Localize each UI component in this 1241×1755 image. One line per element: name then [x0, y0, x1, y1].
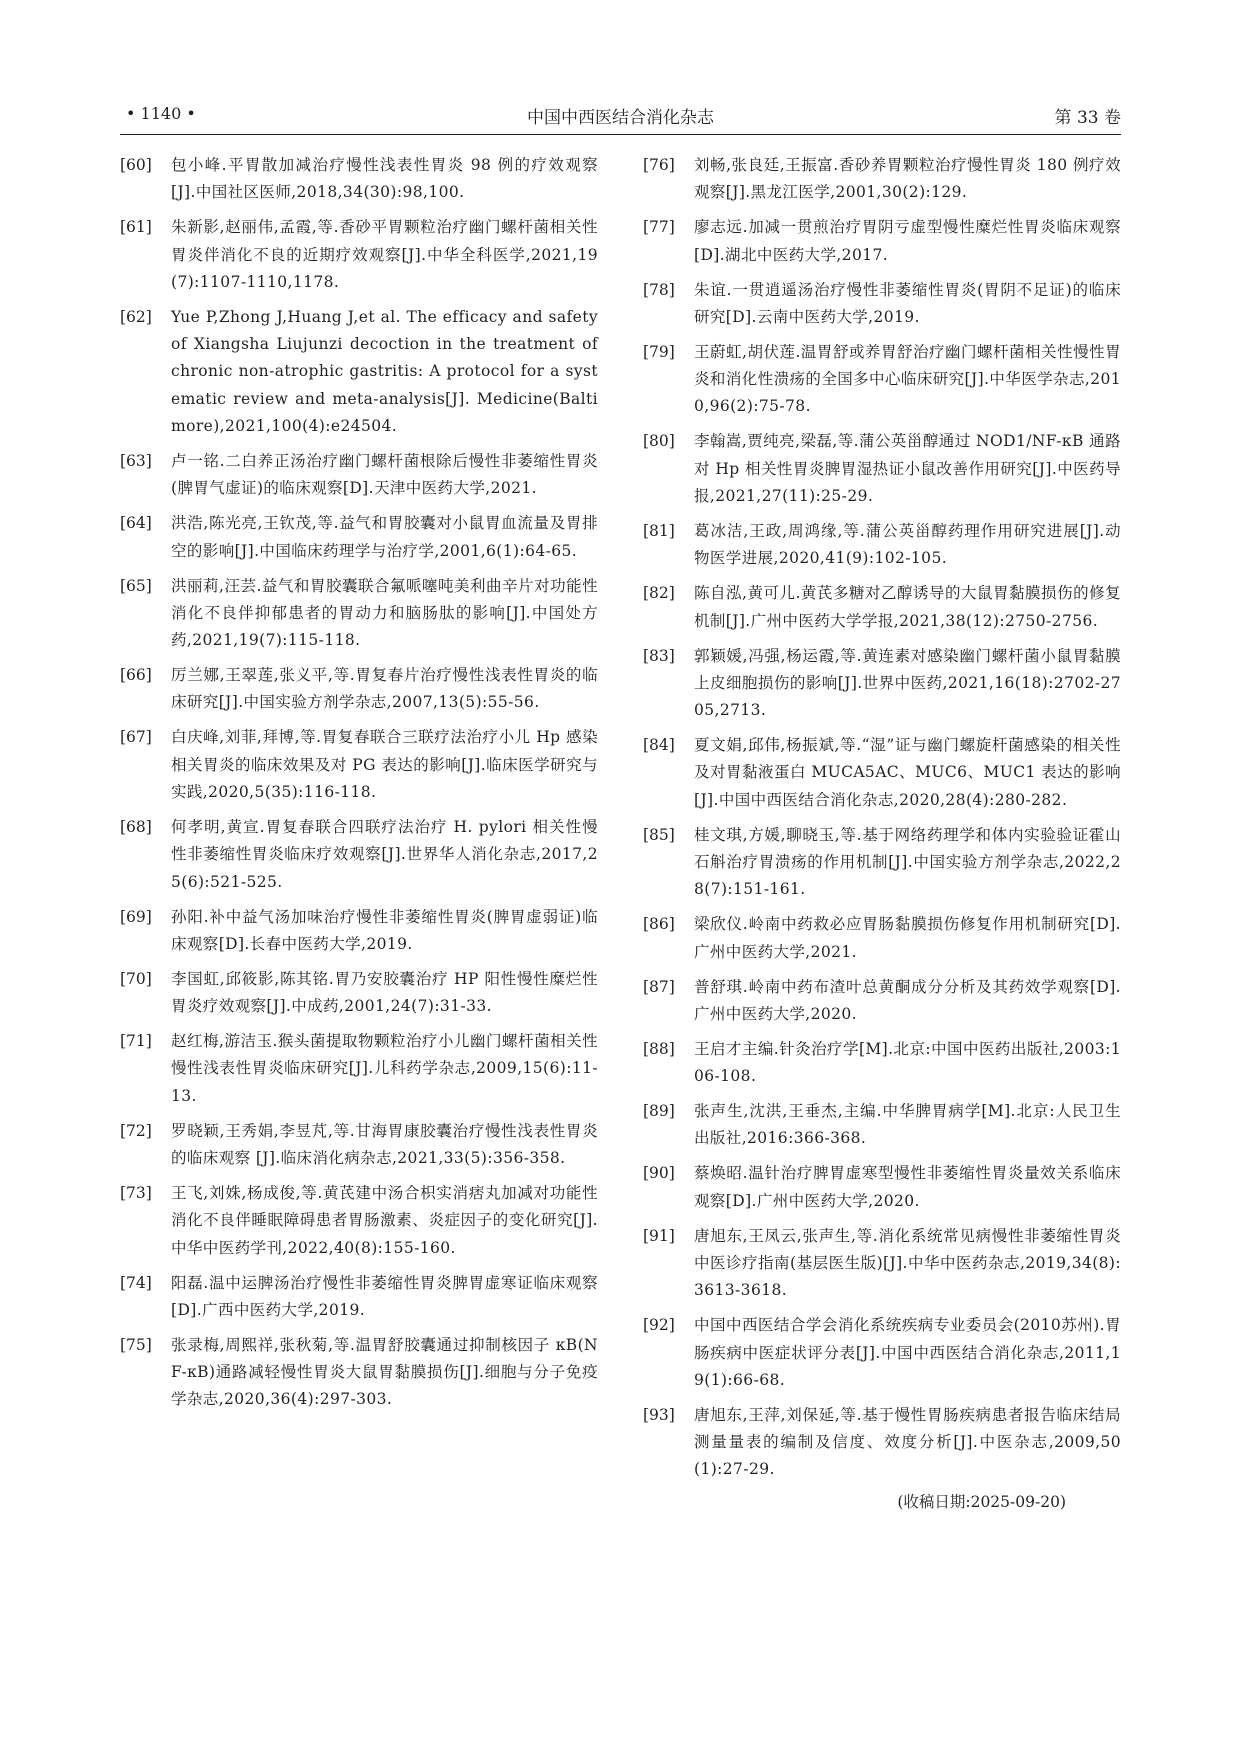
reference-number: [78]: [643, 280, 675, 299]
reference-number: [91]: [643, 1226, 675, 1245]
reference-item: [120, 662, 598, 717]
reference-number: [88]: [643, 1039, 675, 1058]
reference-text: 张声生,沈洪,王垂杰,主编.中华脾胃病学[M].北京:人民卫生出版社,2016:366-368.: [694, 1102, 1121, 1148]
reference-number: [86]: [643, 915, 675, 934]
reference-number: [82]: [643, 584, 675, 603]
journal-title: 中国中西医结合消化杂志: [527, 108, 714, 128]
reference-text: 陈自泓,黄可儿.黄芪多糖对乙醇诱导的大鼠胃黏膜损伤的修复机制[J].广州中医药大学学报,2021,38(12):2750-2756.: [694, 584, 1121, 630]
reference-text: 普舒琪.岭南中药布渣叶总黄酮成分分析及其药效学观察[D].广州中医药大学,2020.: [694, 977, 1121, 1023]
reference-item: [120, 510, 598, 565]
reference-item: [120, 214, 598, 296]
reference-item: [643, 428, 1121, 510]
reference-number: [73]: [120, 1184, 152, 1203]
reference-number: [77]: [643, 218, 675, 237]
reference-item: [120, 152, 598, 207]
reference-item: [643, 643, 1121, 725]
reference-number: [80]: [643, 432, 675, 451]
reference-item: [120, 904, 598, 959]
reference-item: [643, 1402, 1121, 1484]
reference-text: 李国虹,邱筱影,陈其铭.胃乃安胶囊治疗 HP 阳性慢性糜烂性胃炎疗效观察[J].中成药,2001,24(7):31-33.: [171, 969, 598, 1016]
reference-item: [643, 1098, 1121, 1153]
reference-number: [87]: [643, 977, 675, 996]
reference-number: [66]: [120, 666, 152, 685]
reference-item: [643, 1312, 1121, 1394]
reference-item: [643, 277, 1121, 332]
reference-item: [120, 1270, 598, 1325]
reference-text: 王启才主编.针灸治疗学[M].北京:中国中医药出版社,2003:106-108.: [694, 1039, 1121, 1086]
reference-text: 廖志远.加减一贯煎治疗胃阴亏虚型慢性糜烂性胃炎临床观察[D].湖北中医药大学,2017.: [694, 218, 1121, 264]
reference-text: 葛冰洁,王政,周鸿缘,等.蒲公英甾醇药理作用研究进展[J].动物医学进展,2020,41(9):102-105.: [694, 522, 1121, 568]
reference-item: [643, 1223, 1121, 1305]
reference-item: [643, 974, 1121, 1029]
reference-item: [120, 1180, 598, 1262]
reference-item: [120, 1118, 598, 1173]
reference-text: 中国中西医结合学会消化系统疾病专业委员会(2010苏州).胃肠疾病中医症状评分表[J].中国中西医结合消化杂志,2011,19(1):66-68.: [694, 1316, 1121, 1389]
reference-item: [120, 1028, 598, 1110]
reference-item: [120, 304, 598, 440]
reference-item: [643, 152, 1121, 207]
running-header: [120, 100, 1121, 135]
reference-text: 罗晓颖,王秀娟,李昱芃,等.甘海胃康胶囊治疗慢性浅表性胃炎的临床观察 [J].临床消化病杂志,2021,33(5):356-358.: [171, 1121, 598, 1168]
reference-number: [61]: [120, 218, 152, 237]
reference-text: Yue P,Zhong J,Huang J,et al. The efficacy and safety of Xiangsha Liujunzi decoction in the treatment of chronic non-atrophic gastritis: A protocol for a systematic review and meta-analysis[J]. Medicine(Baltimore),2021,100(4):e24504.: [171, 307, 598, 436]
reference-text: 张录梅,周熙祥,张秋菊,等.温胃舒胶囊通过抑制核因子 κB(NF-κB)通路减轻慢性胃炎大鼠胃黏膜损伤[J].细胞与分子免疫学杂志,2020,36(4):297-303.: [171, 1335, 598, 1409]
reference-text: 洪丽莉,汪芸.益气和胃胶囊联合氟哌噻吨美利曲辛片对功能性消化不良伴抑郁患者的胃动力和脑肠肽的影响[J].中国处方药,2021,19(7):115-118.: [171, 576, 598, 650]
reference-item: [120, 966, 598, 1021]
reference-number: [89]: [643, 1102, 675, 1121]
reference-text: 朱谊.一贯逍遥汤治疗慢性非萎缩性胃炎(胃阴不足证)的临床研究[D].云南中医药大学,2019.: [694, 280, 1121, 326]
reference-number: [85]: [643, 825, 675, 844]
reference-text: 赵红梅,游洁玉.猴头菌提取物颗粒治疗小儿幽门螺杆菌相关性慢性浅表性胃炎临床研究[J].儿科药学杂志,2009,15(6):11-13.: [171, 1032, 598, 1105]
reference-text: 梁欣仪.岭南中药救必应胃肠黏膜损伤修复作用机制研究[D].广州中医药大学,2021.: [694, 915, 1121, 961]
reference-number: [68]: [120, 818, 152, 837]
reference-number: [75]: [120, 1335, 152, 1354]
reference-item: [643, 822, 1121, 904]
reference-text: 孙阳.补中益气汤加味治疗慢性非萎缩性胃炎(脾胃虚弱证)临床观察[D].长春中医药大学,2019.: [171, 907, 598, 953]
volume-label: 第 33 卷: [1054, 108, 1121, 128]
reference-text: 唐旭东,王萍,刘保延,等.基于慢性胃肠疾病患者报告临床结局测量量表的编制及信度、效度分析[J].中医杂志,2009,50(1):27-29.: [694, 1405, 1121, 1479]
reference-item: [643, 911, 1121, 966]
reference-number: [83]: [643, 646, 675, 665]
reference-item: [643, 732, 1121, 814]
reference-text: 唐旭东,王凤云,张声生,等.消化系统常见病慢性非萎缩性胃炎中医诊疗指南(基层医生版)[J].中华中医药杂志,2019,34(8):3613-3618.: [694, 1226, 1121, 1300]
reference-item: [643, 518, 1121, 573]
reference-text: 包小峰.平胃散加减治疗慢性浅表性胃炎 98 例的疗效观察[J].中国社区医师,2018,34(30):98,100.: [171, 156, 598, 202]
reference-text: 厉兰娜,王翠莲,张义平,等.胃复春片治疗慢性浅表性胃炎的临床研究[J].中国实验方剂学杂志,2007,13(5):55-56.: [171, 666, 598, 712]
reference-text: 洪浩,陈光亮,王钦茂,等.益气和胃胶囊对小鼠胃血流量及胃排空的影响[J].中国临床药理学与治疗学,2001,6(1):64-65.: [171, 514, 598, 560]
reference-number: [64]: [120, 514, 152, 533]
reference-text: 王飞,刘姝,杨成俊,等.黄芪建中汤合枳实消痞丸加减对功能性消化不良伴睡眠障碍患者胃肠激素、炎症因子的变化研究[J].中华中医药学刊,2022,40(8):155-160.: [171, 1184, 598, 1257]
reference-number: [65]: [120, 576, 152, 595]
reference-number: [71]: [120, 1032, 152, 1051]
reference-text: 何孝明,黄宣.胃复春联合四联疗法治疗 H. pylori 相关性慢性非萎缩性胃炎临床疗效观察[J].世界华人消化杂志,2017,25(6):521-525.: [171, 818, 598, 891]
reference-item: [120, 1332, 598, 1414]
reference-number: [93]: [643, 1405, 675, 1424]
reference-text: 阳磊.温中运脾汤治疗慢性非萎缩性胃炎脾胃虚寒证临床观察[D].广西中医药大学,2019.: [171, 1273, 598, 1319]
reference-text: 刘畅,张良廷,王振富.香砂养胃颗粒治疗慢性胃炎 180 例疗效观察[J].黑龙江医学,2001,30(2):129.: [694, 156, 1121, 202]
reference-number: [84]: [643, 736, 675, 755]
reference-number: [60]: [120, 156, 152, 174]
reference-number: [76]: [643, 156, 675, 174]
reference-number: [62]: [120, 307, 152, 326]
reference-text: 郭颖媛,冯强,杨运霞,等.黄连素对感染幽门螺杆菌小鼠胃黏膜上皮细胞损伤的影响[J].世界中医药,2021,16(18):2702-2705,2713.: [694, 646, 1121, 720]
reference-number: [90]: [643, 1164, 675, 1183]
references-right-column: [643, 152, 1121, 1516]
reference-text: 朱新影,赵丽伟,孟霞,等.香砂平胃颗粒治疗幽门螺杆菌相关性胃炎伴消化不良的近期疗效观察[J].中华全科医学,2021,19(7):1107-1110,1178.: [171, 218, 598, 291]
reference-item: [643, 1160, 1121, 1215]
reference-item: [643, 580, 1121, 635]
references-left-column: [120, 152, 598, 1421]
reference-number: [69]: [120, 907, 152, 926]
reference-number: [63]: [120, 452, 152, 471]
reference-item: [643, 1036, 1121, 1091]
reference-text: 卢一铭.二白养正汤治疗幽门螺杆菌根除后慢性非萎缩性胃炎(脾胃气虚证)的临床观察[D].天津中医药大学,2021.: [171, 452, 598, 498]
reference-text: 桂文琪,方媛,聊晓玉,等.基于网络药理学和体内实验验证霍山石斛治疗胃溃疡的作用机制[J].中国实验方剂学杂志,2022,28(7):151-161.: [694, 825, 1121, 899]
reference-item: [120, 724, 598, 806]
received-date: (收稿日期:2025-09-20): [897, 1493, 1066, 1512]
reference-number: [92]: [643, 1316, 675, 1335]
reference-number: [81]: [643, 522, 675, 540]
reference-number: [67]: [120, 728, 152, 747]
reference-item: [120, 814, 598, 896]
reference-item: [643, 339, 1121, 421]
reference-number: [79]: [643, 342, 675, 361]
reference-item: [120, 573, 598, 655]
reference-number: [72]: [120, 1121, 152, 1140]
reference-text: 白庆峰,刘菲,拜博,等.胃复春联合三联疗法治疗小儿 Hp 感染相关胃炎的临床效果及对 PG 表达的影响[J].临床医学研究与实践,2020,5(35):116-118.: [171, 728, 598, 802]
reference-item: [120, 448, 598, 503]
reference-number: [70]: [120, 969, 152, 988]
reference-item: [643, 214, 1121, 269]
reference-text: 王蔚虹,胡伏莲.温胃舒或养胃舒治疗幽门螺杆菌相关性慢性胃炎和消化性溃疡的全国多中心临床研究[J].中华医学杂志,2010,96(2):75-78.: [694, 342, 1121, 416]
page-number: • 1140 •: [126, 104, 196, 123]
reference-text: 夏文娟,邱伟,杨振斌,等.“湿”证与幽门螺旋杆菌感染的相关性及对胃黏液蛋白 MUCA5AC、MUC6、MUC1 表达的影响[J].中国中西医结合消化杂志,2020,28(4):280-282.: [694, 736, 1121, 809]
reference-number: [74]: [120, 1273, 152, 1292]
reference-text: 蔡焕昭.温针治疗脾胃虚寒型慢性非萎缩性胃炎量效关系临床观察[D].广州中医药大学,2020.: [694, 1164, 1121, 1210]
reference-text: 李翰嵩,贾纯亮,梁磊,等.蒲公英甾醇通过 NOD1/NF-κB 通路对 Hp 相关性胃炎脾胃湿热证小鼠改善作用研究[J].中医药导报,2021,27(11):25-29.: [694, 432, 1121, 506]
